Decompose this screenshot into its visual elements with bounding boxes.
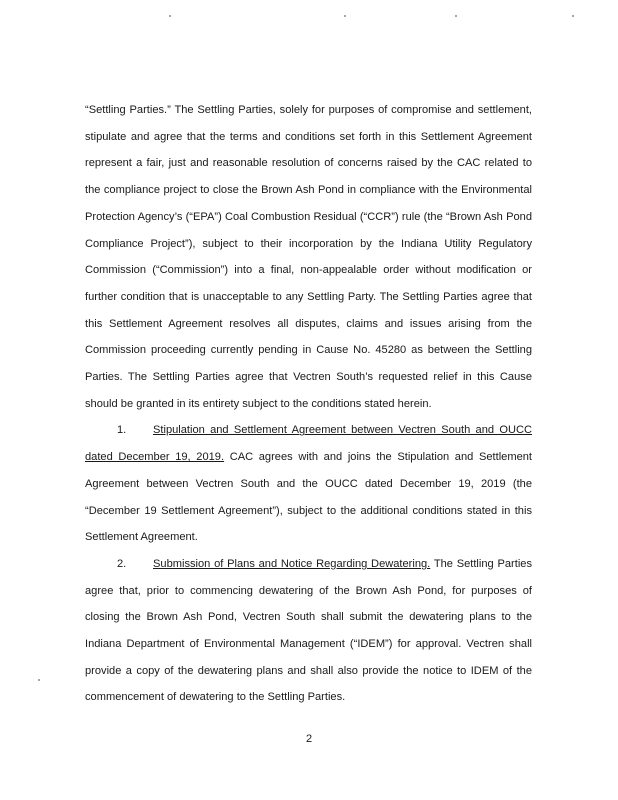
section-2-body: The Settling Parties agree that, prior to commencing dewatering of the Brown Ash Pond, for purposes of closing the Brown Ash Pond, Vectren South shall submit the dewatering plans to the Indiana Department of Environmental Management (“IDEM”) for approval. Vectren shall provide a copy of the dewatering plans and shall also provide the notice to IDEM of the commencement of dewatering to the Settling Parties. bbox=[85, 557, 532, 704]
document-body bbox=[85, 97, 532, 711]
scan-speck bbox=[344, 15, 346, 17]
scan-speck bbox=[572, 15, 574, 17]
section-1-paragraph bbox=[85, 417, 532, 551]
intro-paragraph: “Settling Parties.” The Settling Parties, solely for purposes of compromise and settlement, stipulate and agree that the terms and conditions set forth in this Settlement Agreement represent a fair, just and reasonable resolution of concerns raised by the CAC related to the compliance project to close the Brown Ash Pond in compliance with the Environmental Protection Agency’s (“EPA”) Coal Combustion Residual (“CCR”) rule (the “Brown Ash Pond Compliance Project”), subject to their incorporation by the Indiana Utility Regulatory Commission (“Commission”) into a final, non-appealable order without modification or further condition that is unacceptable to any Settling Party. The Settling Parties agree that this Settlement Agreement resolves all disputes, claims and issues arising from the Commission proceeding currently pending in Cause No. 45280 as between the Settling Parties. The Settling Parties agree that Vectren South’s requested relief in this Cause should be granted in its entirety subject to the conditions stated herein. bbox=[85, 104, 532, 410]
section-1-number: 1. bbox=[117, 424, 127, 437]
section-2-heading: Submission of Plans and Notice Regarding Dewatering. bbox=[153, 557, 431, 570]
scan-speck bbox=[38, 679, 40, 681]
section-1-body: CAC agrees with and joins the Stipulation and Settlement Agreement between Vectren South and the OUCC dated December 19, 2019 (the “December 19 Settlement Agreement”), subject to the additional conditions stated in this Settlement Agreement. bbox=[85, 451, 532, 544]
scan-speck bbox=[455, 15, 457, 17]
page-number: 2 bbox=[305, 733, 313, 745]
section-2-number: 2. bbox=[117, 557, 127, 570]
scan-speck bbox=[169, 15, 171, 17]
section-1-heading: Stipulation and Settlement Agreement between Vectren South and OUCC dated December 19, 2019. bbox=[85, 424, 532, 464]
section-2-paragraph bbox=[85, 551, 532, 711]
